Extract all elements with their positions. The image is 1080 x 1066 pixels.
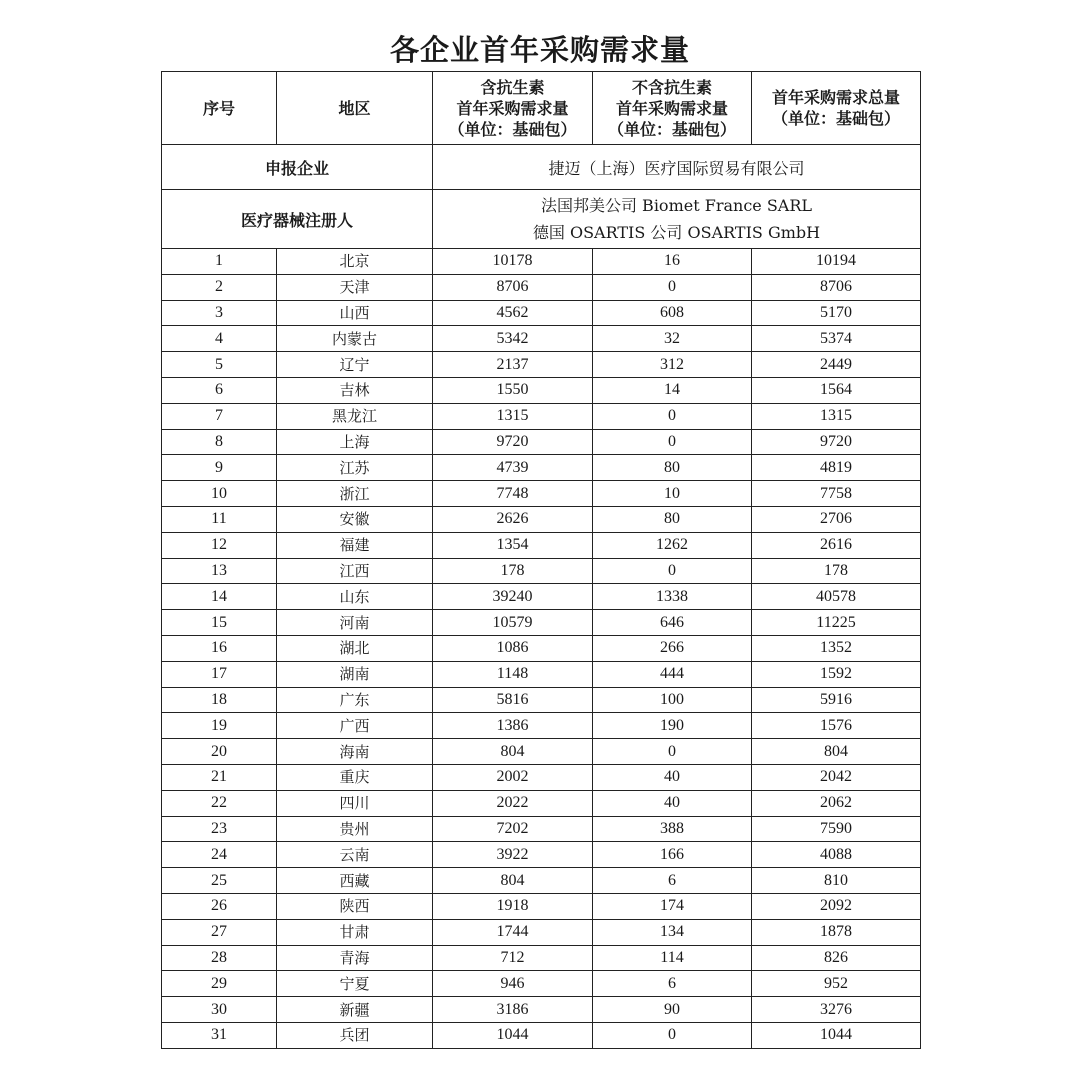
row-index: 23 <box>162 816 277 842</box>
row-region: 江苏 <box>277 455 433 481</box>
row-without-antibiotic: 40 <box>593 764 752 790</box>
table-row <box>162 1022 921 1048</box>
row-total: 7590 <box>752 816 921 842</box>
row-index: 15 <box>162 610 277 636</box>
row-with-antibiotic: 1550 <box>433 377 593 403</box>
row-without-antibiotic: 0 <box>593 1022 752 1048</box>
row-region: 重庆 <box>277 764 433 790</box>
row-region: 安徽 <box>277 506 433 532</box>
row-total: 1576 <box>752 713 921 739</box>
row-total: 1592 <box>752 661 921 687</box>
row-total: 810 <box>752 868 921 894</box>
row-with-antibiotic: 712 <box>433 945 593 971</box>
row-region: 辽宁 <box>277 352 433 378</box>
row-with-antibiotic: 2626 <box>433 506 593 532</box>
row-total: 178 <box>752 558 921 584</box>
header-line: 含抗生素 <box>480 77 545 97</box>
row-index: 21 <box>162 764 277 790</box>
table-row <box>162 790 921 816</box>
row-total: 8706 <box>752 274 921 300</box>
row-region: 山东 <box>277 584 433 610</box>
row-total: 1315 <box>752 403 921 429</box>
header-line: 首年采购需求总量 <box>771 88 900 107</box>
row-region: 吉林 <box>277 377 433 403</box>
row-region: 广西 <box>277 713 433 739</box>
row-with-antibiotic: 1044 <box>433 1022 593 1048</box>
row-region: 上海 <box>277 429 433 455</box>
row-without-antibiotic: 6 <box>593 971 752 997</box>
row-total: 5916 <box>752 687 921 713</box>
row-total: 1878 <box>752 919 921 945</box>
row-index: 4 <box>162 326 277 352</box>
table-row <box>162 816 921 842</box>
table-row <box>162 506 921 532</box>
row-index: 20 <box>162 739 277 765</box>
row-with-antibiotic: 2022 <box>433 790 593 816</box>
row-total: 1564 <box>752 377 921 403</box>
table-row <box>162 893 921 919</box>
row-region: 山西 <box>277 300 433 326</box>
row-total: 2042 <box>752 764 921 790</box>
header-line: 首年采购需求量 <box>615 98 728 118</box>
table-row <box>162 249 921 275</box>
row-with-antibiotic: 9720 <box>433 429 593 455</box>
header-line: （单位：基础包） <box>448 119 577 139</box>
row-total: 1044 <box>752 1022 921 1048</box>
table-row <box>162 429 921 455</box>
row-index: 11 <box>162 506 277 532</box>
row-region: 兵团 <box>277 1022 433 1048</box>
row-index: 18 <box>162 687 277 713</box>
row-without-antibiotic: 0 <box>593 429 752 455</box>
row-with-antibiotic: 7748 <box>433 481 593 507</box>
row-total: 9720 <box>752 429 921 455</box>
row-index: 29 <box>162 971 277 997</box>
row-without-antibiotic: 6 <box>593 868 752 894</box>
row-with-antibiotic: 946 <box>433 971 593 997</box>
row-without-antibiotic: 166 <box>593 842 752 868</box>
table-row <box>162 558 921 584</box>
row-index: 28 <box>162 945 277 971</box>
company-value: 捷迈（上海）医疗国际贸易有限公司 <box>433 145 921 190</box>
table-row <box>162 377 921 403</box>
row-with-antibiotic: 3186 <box>433 997 593 1023</box>
row-index: 22 <box>162 790 277 816</box>
row-total: 2092 <box>752 893 921 919</box>
row-with-antibiotic: 10178 <box>433 249 593 275</box>
procurement-table <box>161 71 921 1049</box>
row-without-antibiotic: 174 <box>593 893 752 919</box>
row-with-antibiotic: 39240 <box>433 584 593 610</box>
row-index: 2 <box>162 274 277 300</box>
table-row <box>162 971 921 997</box>
row-without-antibiotic: 1262 <box>593 532 752 558</box>
table-row <box>162 713 921 739</box>
table-row <box>162 687 921 713</box>
row-without-antibiotic: 114 <box>593 945 752 971</box>
table-row <box>162 635 921 661</box>
table-row <box>162 661 921 687</box>
row-index: 16 <box>162 635 277 661</box>
header-row <box>162 72 921 145</box>
row-without-antibiotic: 16 <box>593 249 752 275</box>
row-with-antibiotic: 5816 <box>433 687 593 713</box>
row-region: 湖北 <box>277 635 433 661</box>
row-without-antibiotic: 0 <box>593 403 752 429</box>
table-row <box>162 868 921 894</box>
row-total: 5374 <box>752 326 921 352</box>
table-row <box>162 481 921 507</box>
row-with-antibiotic: 1386 <box>433 713 593 739</box>
row-region: 河南 <box>277 610 433 636</box>
row-with-antibiotic: 2002 <box>433 764 593 790</box>
row-total: 1352 <box>752 635 921 661</box>
registrant-label: 医疗器械注册人 <box>162 190 433 249</box>
row-total: 804 <box>752 739 921 765</box>
row-with-antibiotic: 4562 <box>433 300 593 326</box>
table-row <box>162 919 921 945</box>
header-total <box>752 72 921 145</box>
row-without-antibiotic: 100 <box>593 687 752 713</box>
row-total: 2616 <box>752 532 921 558</box>
row-region: 四川 <box>277 790 433 816</box>
document-title: 各企业首年采购需求量 <box>389 33 690 67</box>
row-without-antibiotic: 80 <box>593 455 752 481</box>
row-region: 海南 <box>277 739 433 765</box>
row-index: 5 <box>162 352 277 378</box>
row-region: 陕西 <box>277 893 433 919</box>
row-region: 黑龙江 <box>277 403 433 429</box>
row-total: 952 <box>752 971 921 997</box>
row-without-antibiotic: 646 <box>593 610 752 636</box>
row-region: 新疆 <box>277 997 433 1023</box>
row-region: 湖南 <box>277 661 433 687</box>
header-with-antibiotic <box>433 72 593 145</box>
row-without-antibiotic: 444 <box>593 661 752 687</box>
row-with-antibiotic: 5342 <box>433 326 593 352</box>
table-row <box>162 997 921 1023</box>
row-total: 4088 <box>752 842 921 868</box>
table-row <box>162 945 921 971</box>
row-without-antibiotic: 134 <box>593 919 752 945</box>
row-index: 1 <box>162 249 277 275</box>
row-without-antibiotic: 608 <box>593 300 752 326</box>
row-without-antibiotic: 0 <box>593 274 752 300</box>
row-without-antibiotic: 190 <box>593 713 752 739</box>
row-without-antibiotic: 312 <box>593 352 752 378</box>
row-region: 内蒙古 <box>277 326 433 352</box>
row-index: 12 <box>162 532 277 558</box>
row-index: 13 <box>162 558 277 584</box>
registrant-row <box>162 190 921 249</box>
registrant-value <box>433 190 921 249</box>
row-with-antibiotic: 4739 <box>433 455 593 481</box>
row-with-antibiotic: 1086 <box>433 635 593 661</box>
table-row <box>162 842 921 868</box>
table-row <box>162 532 921 558</box>
data-rows <box>162 249 921 1049</box>
header-line: （单位：基础包） <box>771 109 900 128</box>
row-without-antibiotic: 388 <box>593 816 752 842</box>
row-with-antibiotic: 178 <box>433 558 593 584</box>
table-row <box>162 455 921 481</box>
company-label: 申报企业 <box>162 145 433 190</box>
table-row <box>162 610 921 636</box>
header-index: 序号 <box>162 72 277 145</box>
row-without-antibiotic: 90 <box>593 997 752 1023</box>
row-without-antibiotic: 80 <box>593 506 752 532</box>
row-with-antibiotic: 1918 <box>433 893 593 919</box>
row-index: 17 <box>162 661 277 687</box>
row-without-antibiotic: 0 <box>593 558 752 584</box>
row-index: 14 <box>162 584 277 610</box>
row-with-antibiotic: 7202 <box>433 816 593 842</box>
row-total: 10194 <box>752 249 921 275</box>
header-line: 不含抗生素 <box>631 77 712 97</box>
row-with-antibiotic: 1744 <box>433 919 593 945</box>
row-index: 3 <box>162 300 277 326</box>
row-with-antibiotic: 8706 <box>433 274 593 300</box>
row-with-antibiotic: 804 <box>433 868 593 894</box>
row-with-antibiotic: 3922 <box>433 842 593 868</box>
row-total: 40578 <box>752 584 921 610</box>
row-index: 30 <box>162 997 277 1023</box>
row-region: 北京 <box>277 249 433 275</box>
row-index: 25 <box>162 868 277 894</box>
header-without-antibiotic <box>593 72 752 145</box>
row-total: 7758 <box>752 481 921 507</box>
row-without-antibiotic: 40 <box>593 790 752 816</box>
row-index: 26 <box>162 893 277 919</box>
row-region: 浙江 <box>277 481 433 507</box>
row-region: 宁夏 <box>277 971 433 997</box>
row-without-antibiotic: 32 <box>593 326 752 352</box>
row-total: 826 <box>752 945 921 971</box>
row-index: 8 <box>162 429 277 455</box>
table-row <box>162 300 921 326</box>
row-without-antibiotic: 10 <box>593 481 752 507</box>
row-total: 5170 <box>752 300 921 326</box>
header-line: （单位：基础包） <box>607 119 736 139</box>
row-with-antibiotic: 1315 <box>433 403 593 429</box>
table-row <box>162 403 921 429</box>
row-index: 10 <box>162 481 277 507</box>
row-region: 甘肃 <box>277 919 433 945</box>
row-without-antibiotic: 266 <box>593 635 752 661</box>
table-row <box>162 352 921 378</box>
row-region: 贵州 <box>277 816 433 842</box>
table-row <box>162 326 921 352</box>
row-with-antibiotic: 1354 <box>433 532 593 558</box>
row-total: 4819 <box>752 455 921 481</box>
row-region: 天津 <box>277 274 433 300</box>
table-row <box>162 274 921 300</box>
row-index: 31 <box>162 1022 277 1048</box>
row-region: 云南 <box>277 842 433 868</box>
header-line: 首年采购需求量 <box>456 98 569 118</box>
row-total: 2706 <box>752 506 921 532</box>
row-with-antibiotic: 1148 <box>433 661 593 687</box>
row-index: 7 <box>162 403 277 429</box>
row-region: 福建 <box>277 532 433 558</box>
row-without-antibiotic: 14 <box>593 377 752 403</box>
row-without-antibiotic: 1338 <box>593 584 752 610</box>
registrant-line: 德国 OSARTIS 公司 OSARTIS GmbH <box>532 223 821 242</box>
table-row <box>162 584 921 610</box>
row-without-antibiotic: 0 <box>593 739 752 765</box>
row-region: 西藏 <box>277 868 433 894</box>
row-index: 24 <box>162 842 277 868</box>
row-total: 2062 <box>752 790 921 816</box>
table-row <box>162 764 921 790</box>
row-index: 19 <box>162 713 277 739</box>
company-row <box>162 145 921 190</box>
row-with-antibiotic: 2137 <box>433 352 593 378</box>
table-row <box>162 739 921 765</box>
row-with-antibiotic: 804 <box>433 739 593 765</box>
row-total: 11225 <box>752 610 921 636</box>
row-with-antibiotic: 10579 <box>433 610 593 636</box>
row-region: 青海 <box>277 945 433 971</box>
row-region: 广东 <box>277 687 433 713</box>
row-total: 3276 <box>752 997 921 1023</box>
registrant-line: 法国邦美公司 Biomet France SARL <box>540 196 813 215</box>
row-region: 江西 <box>277 558 433 584</box>
row-index: 27 <box>162 919 277 945</box>
row-total: 2449 <box>752 352 921 378</box>
row-index: 6 <box>162 377 277 403</box>
row-index: 9 <box>162 455 277 481</box>
header-region: 地区 <box>277 72 433 145</box>
